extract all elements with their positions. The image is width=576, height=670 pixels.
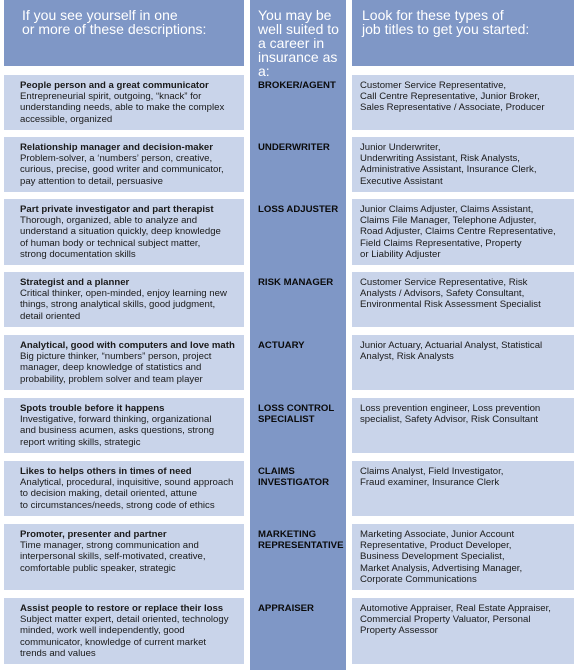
row-desc-line: to circumstances/needs, strong code of ethics	[20, 499, 215, 511]
row-desc-line: comfortable public speaker, strategic	[20, 562, 176, 574]
career-line: SPECIALIST	[258, 414, 315, 425]
job-line: Analyst, Risk Analysts	[360, 351, 454, 363]
job-line: Junior Underwriter,	[360, 142, 441, 153]
job-titles-cell	[352, 199, 574, 265]
job-titles-cell	[352, 75, 574, 130]
career-line: BROKER/AGENT	[258, 80, 336, 91]
row-title: Analytical, good with computers and love math	[20, 340, 235, 351]
description-cell	[4, 598, 244, 664]
row-desc-line: understanding needs, able to make the complex	[20, 102, 225, 114]
middle-header-line: insurance as a:	[258, 49, 338, 79]
job-titles-cell	[352, 524, 574, 590]
career-line: INVESTIGATOR	[258, 477, 330, 488]
row-desc-line: pay attention to detail, persuasive	[20, 175, 163, 187]
job-line: Customer Service Representative, Risk	[360, 277, 528, 288]
job-line: Underwriting Assistant, Risk Analysts,	[360, 153, 520, 165]
job-line: specialist, Safety Advisor, Risk Consultant	[360, 414, 539, 426]
job-titles-cell	[352, 137, 574, 192]
job-line: Call Centre Representative, Junior Broker,	[360, 91, 540, 103]
career-label	[258, 403, 344, 425]
job-line: Field Claims Representative, Property	[360, 237, 522, 249]
job-line: Environmental Risk Assessment Specialist	[360, 299, 541, 311]
row-desc-line: manager, deep knowledge of statistics and	[20, 362, 202, 374]
description-cell	[4, 199, 244, 265]
description-cell	[4, 335, 244, 390]
row-desc-line: Time manager, strong communication and	[20, 540, 199, 552]
job-line: Claims Analyst, Field Investigator,	[360, 466, 504, 477]
job-line: Junior Actuary, Actuarial Analyst, Statistical	[360, 340, 543, 351]
row-desc-line: communicator, knowledge of current market	[20, 636, 207, 648]
right-header-line: job titles to get you started:	[362, 21, 530, 37]
row-desc-line: minded, work well independently, good	[20, 625, 185, 637]
career-line: LOSS CONTROL	[258, 403, 335, 414]
description-cell	[4, 398, 244, 453]
career-label	[258, 466, 344, 488]
career-column-bg	[250, 0, 346, 670]
career-label	[258, 142, 344, 153]
job-titles-cell	[352, 461, 574, 516]
career-label	[258, 340, 344, 351]
career-label	[258, 529, 344, 551]
row-desc-line: probability, problem solver and team player	[20, 373, 203, 385]
row-desc-line: understand a situation quickly, deep knowledge	[20, 226, 221, 238]
job-line: Analysts / Advisors, Safety Consultant,	[360, 288, 525, 300]
row-desc-line: curious, precise, good writer and communicator,	[20, 164, 224, 176]
row-desc-line: detail oriented	[20, 310, 81, 322]
job-line: Administrative Assistant, Insurance Clerk,	[360, 164, 537, 176]
job-titles-cell	[352, 598, 574, 664]
right-header-line: Look for these types of	[362, 7, 504, 23]
row-desc-line: trends and values	[20, 647, 96, 659]
middle-header-line: You may be	[258, 7, 332, 23]
career-label	[258, 80, 344, 91]
row-desc-line: accessible, organized	[20, 113, 113, 125]
right-header	[362, 8, 574, 36]
career-line: APPRAISER	[258, 603, 314, 614]
row-desc-line: strong documentation skills	[20, 248, 136, 260]
row-desc-line: Problem-solver, a ‘numbers’ person, creative,	[20, 153, 213, 165]
row-desc-line: Subject matter expert, detail oriented, technology	[20, 614, 229, 626]
job-line: Automotive Appraiser, Real Estate Appraiser,	[360, 603, 551, 614]
row-title: Assist people to restore or replace their loss	[20, 603, 224, 614]
row-desc-line: of human body or technical subject matter,	[20, 237, 201, 249]
row-desc-line: Big picture thinker, “numbers” person, project	[20, 351, 212, 363]
row-desc-line: Entrepreneurial spirit, outgoing, “knack” for	[20, 91, 202, 103]
job-line: Market Analysis, Advertising Manager,	[360, 562, 523, 574]
job-line: Executive Assistant	[360, 175, 443, 187]
job-line: Representative, Product Developer,	[360, 540, 512, 552]
job-line: Road Adjuster, Claims Centre Representative,	[360, 226, 556, 238]
job-line: Business Development Specialist,	[360, 551, 505, 563]
job-line: Marketing Associate, Junior Account	[360, 529, 515, 540]
left-header	[22, 8, 244, 36]
description-cell	[4, 272, 244, 327]
job-titles-cell	[352, 272, 574, 327]
middle-header-line: a career in	[258, 35, 325, 51]
row-title: People person and a great communicator	[20, 80, 209, 91]
job-titles-cell	[352, 398, 574, 453]
job-line: Sales Representative / Associate, Producer	[360, 102, 545, 114]
row-desc-line: report writing skills, strategic	[20, 436, 141, 448]
career-label	[258, 277, 344, 288]
career-line: REPRESENTATIVE	[258, 540, 344, 551]
row-desc-line: Analytical, procedural, inquisitive, sound approach	[20, 477, 234, 489]
job-line: or Liability Adjuster	[360, 248, 441, 260]
career-line: UNDERWRITER	[258, 142, 330, 153]
row-title: Promoter, presenter and partner	[20, 529, 167, 540]
row-title: Relationship manager and decision-maker	[20, 142, 213, 153]
job-line: Junior Claims Adjuster, Claims Assistant,	[360, 204, 534, 215]
career-line: LOSS ADJUSTER	[258, 204, 339, 215]
career-line: MARKETING	[258, 529, 317, 540]
job-line: Property Assessor	[360, 625, 438, 637]
row-title: Likes to helps others in times of need	[20, 466, 192, 477]
row-desc-line: interpersonal skills, self-motivated, creative,	[20, 551, 206, 563]
career-line: CLAIMS	[258, 466, 295, 477]
job-line: Fraud examiner, Insurance Clerk	[360, 477, 500, 489]
description-cell	[4, 137, 244, 192]
row-desc-line: and business acumen, asks questions, strong	[20, 425, 215, 437]
left-header-line: If you see yourself in one	[22, 7, 178, 23]
description-cell	[4, 461, 244, 516]
job-line: Commercial Property Valuator, Personal	[360, 614, 531, 626]
row-desc-line: things, strong analytical skills, good judgment,	[20, 299, 216, 311]
job-line: Corporate Communications	[360, 573, 477, 585]
row-title: Part private investigator and part therapist	[20, 204, 214, 215]
job-line: Loss prevention engineer, Loss prevention	[360, 403, 541, 414]
row-desc-line: Thorough, organized, able to analyze and	[20, 215, 198, 227]
description-cell	[4, 75, 244, 130]
row-title: Spots trouble before it happens	[20, 403, 165, 414]
row-title: Strategist and a planner	[20, 277, 130, 288]
career-label	[258, 204, 344, 215]
row-desc-line: Investigative, forward thinking, organizational	[20, 414, 212, 426]
job-line: Claims File Manager, Telephone Adjuster,	[360, 215, 537, 227]
left-header-line: or more of these descriptions:	[22, 21, 207, 37]
career-line: RISK MANAGER	[258, 277, 334, 288]
middle-header	[258, 8, 346, 78]
description-cell	[4, 524, 244, 590]
middle-header-line: well suited to	[258, 21, 339, 37]
job-titles-cell	[352, 335, 574, 390]
career-label	[258, 603, 344, 614]
row-desc-line: to decision making, detail oriented, attune	[20, 488, 198, 500]
row-desc-line: Critical thinker, open-minded, enjoy learning new	[20, 288, 227, 300]
job-line: Customer Service Representative,	[360, 80, 507, 91]
career-line: ACTUARY	[258, 340, 305, 351]
